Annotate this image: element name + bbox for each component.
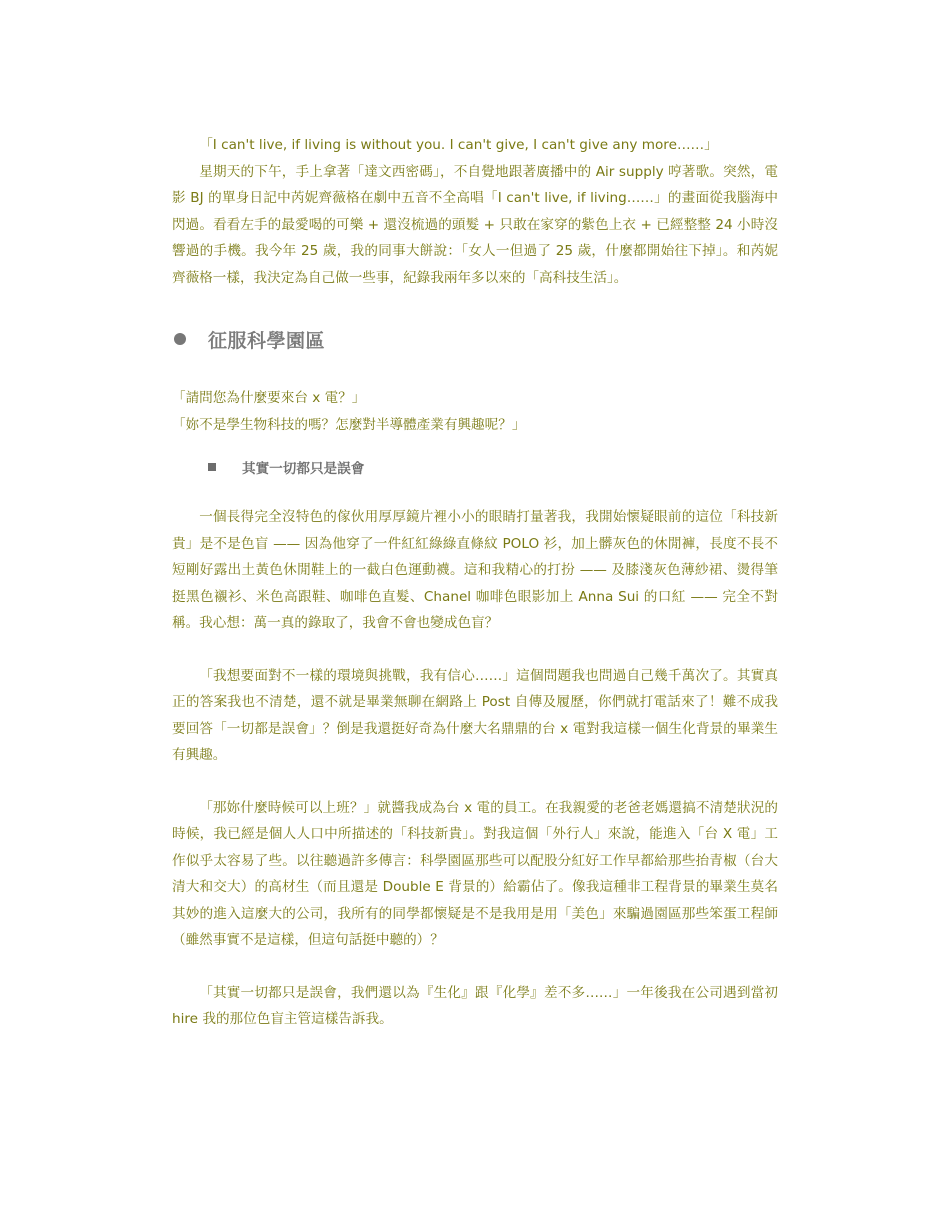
subsection-title: 其實一切都只是誤會	[242, 461, 365, 477]
spacer	[172, 438, 778, 454]
paragraph-4: 「其實一切都只是誤會，我們還以為『生化』跟『化學』差不多……」一年後我在公司遇到當初 hire 我的那位色盲主管這樣告訴我。	[172, 984, 778, 1027]
spacer	[172, 291, 778, 321]
spacer	[172, 480, 778, 504]
paragraph-1: 一個長得完全沒特色的傢伙用厚厚鏡片裡小小的眼睛打量著我，我開始懷疑眼前的這位「科技新貴」是不是色盲 —— 因為他穿了一件紅紅綠綠直條紋 POLO 衫，加上髒灰色的休閒褲，長度不長不短剛好露出土黃色休閒鞋上的一截白色運動襪。這和我精心的打扮 —— 及膝淺灰色薄紗裙、燙得筆挺黑色襯衫、米色高跟鞋、咖啡色直髮、Chanel 咖啡色眼影加上 Anna Sui 的口紅 —— 完全不對稱。我心想：萬一真的錄取了，我會不會也變成色盲？	[172, 509, 778, 631]
spacer	[172, 954, 778, 980]
interview-question-1: 「請問您為什麼要來台 x 電？」	[172, 390, 366, 406]
section-title: 征服科學園區	[208, 329, 326, 352]
paragraph-3: 「那妳什麼時候可以上班？」就醬我成為台 x 電的員工。在我親愛的老爸老媽還搞不清楚狀況的時候，我已經是個人人口中所描述的「科技新貴」。對我這個「外行人」來說，能進入「台 X 電」工作似乎太容易了些。以往聽過許多傳言：科學園區那些可以配股分紅好工作早都給那些抬青椒（台大清大和交大）的高材生（而且還是 Double E 背景的）給霸佔了。像我這種非工程背景的畢業生莫名其妙的進入這麼大的公司，我所有的同學都懷疑是不是我用是用「美色」來騙過園區那些笨蛋工程師（雖然事實不是這樣，但這句話挺中聽的）？	[172, 799, 778, 948]
paragraph-2: 「我想要面對不一樣的環境與挑戰，我有信心……」這個問題我也問過自己幾千萬次了。其實真正的答案我也不清楚，還不就是畢業無聊在網路上 Post 自傳及履歷，你們就打電話來了！難不成我要回答「一切都是誤會」？倒是我還挺好奇為什麼大名鼎鼎的台 x 電對我這樣一個生化背景的畢業生有興趣。	[172, 667, 778, 763]
spacer	[172, 357, 778, 385]
document-body	[172, 132, 778, 1033]
spacer	[172, 637, 778, 663]
interview-question-2: 「妳不是學生物科技的嗎？怎麼對半導體產業有興趣呢？」	[172, 416, 526, 433]
bullet-dot-icon	[174, 333, 186, 345]
subsection-heading	[172, 454, 778, 480]
section-heading	[172, 321, 778, 357]
intro-quote: 「I can't live, if living is without you. I can't give, I can't give any more……」	[199, 137, 718, 153]
intro-paragraph: 星期天的下午，手上拿著「達文西密碼」，不自覺地跟著廣播中的 Air supply 哼著歌。突然，電影 BJ 的單身日記中芮妮齊薇格在劇中五音不全高唱「I can't live, if living……」的畫面從我腦海中閃過。看看左手的最愛喝的可樂 + 還沒梳過的頭髮 + 只敢在家穿的紫色上衣 + 已經整整 24 小時沒響過的手機。我今年 25 歲，我的同事大餅說：「女人一但過了 25 歲，什麼都開始往下掉」。和芮妮齊薇格一樣，我決定為自己做一些事，紀錄我兩年多以來的「高科技生活」。	[172, 163, 778, 286]
bullet-square-icon	[208, 463, 216, 471]
spacer	[172, 769, 778, 795]
